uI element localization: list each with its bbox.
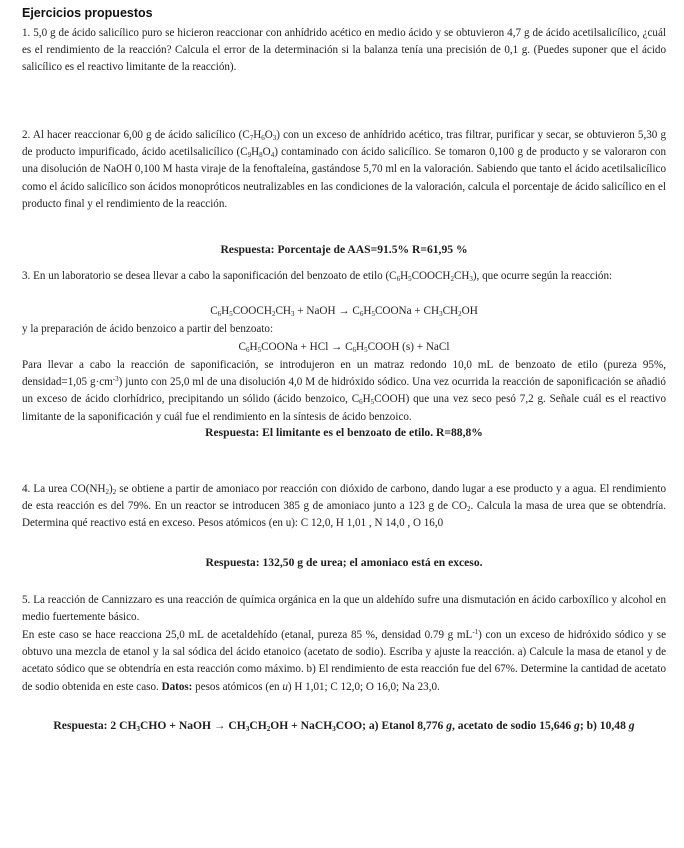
- page-title: Ejercicios propuestos: [22, 6, 153, 20]
- equation-acidification: $C_6H_5COONa$ + HCl → $C_6H_5COOH$ (s) + NaCl: [238, 341, 450, 354]
- exercise-5-answer: Respuesta: 2 $CH_3CHO$ + NaOH → $CH_3CH_2OH$ + NaCH$_3$COO; a) Etanol 8,776 g, acetato de sodio 15,646 g; b) 10,48 g: [53, 719, 635, 733]
- exercise-3-transition: y la preparación de ácido benzoico a partir del benzoato:: [22, 323, 274, 335]
- exercise-5-body: En este caso se hace reacciona 25,0 mL de acetaldehído (etanal, pureza 85 %, densidad 0.79 g $mL^{-1}$) con un exceso de hidróxido sódico y se obtuvo una mezcla de etanol y la sal sódica del ácido etanoico (acetato de sodio). Escriba y ajuste la reacción. a) Calcule la masa de etanol y de acetato sódico que se obtendría en esta reacción como máximo. b) El rendimiento de esta reacción fue del 67%. Determine la cantidad de acetato de sodio obtenida en este caso. Datos: pesos atómicos (en u) H 1,01; C 12,0; O 16,0; Na 23,0.: [22, 628, 666, 693]
- exercise-2: 2. Al hacer reaccionar 6,00 g de ácido salicílico $(C_7H_6O_3)$ con un exceso de anhídrido acético, tras filtrar, purificar y secar, se obtuvieron 5,30 g de producto impurificado, ácido acetilsalicílico $(C_9H_8O_4)$ contaminado con ácido salicílico. Se tomaron 0,100 g de producto y se valoraron con una disolución de NaOH 0,100 M hasta viraje de la fenoftaleína, gastándose 5,70 ml en la valoración. Sabiendo que tanto el ácido acetilsalicílico como el ácido salicílico son ácidos monopróticos neutralizables en las condiciones de la valoración, calcula el porcentaje de ácido salicílico en el producto final y el rendimiento de la reacción.: [22, 129, 666, 210]
- exercise-4-answer: Respuesta: 132,50 g de urea; el amoniaco está en exceso.: [205, 556, 483, 569]
- exercise-4: 4. La urea $CO(NH_2)_2$ se obtiene a partir de amoniaco por reacción con dióxido de carbono, dando lugar a ese producto y a agua. El rendimiento de esta reacción es del 79%. En un reactor se introducen 385 g de amoniaco junto a 123 g de $CO_2$. Calcula la masa de urea que se obtendría. Determina qué reactivo está en exceso. Pesos atómicos (en u): C 12,0, H 1,01 , N 14,0 , O 16,0: [22, 483, 666, 530]
- exercise-3-body: Para llevar a cabo la reacción de saponificación, se introdujeron en un matraz redondo 10,0 mL de benzoato de etilo (pureza 95%, densidad=1,05 $g\cdot cm^{-3}$) junto con 25,0 ml de una disolución 4,0 M de hidróxido sódico. Una vez ocurrida la reacción de saponificación se añadió un exceso de ácido clorhídrico, precipitando un sólido (ácido benzoico, $C_6H_5COOH$) que una vez seco pesó 7,2 g. Señale cuál es el reactivo limitante de la saponificación y cuál fue el rendimiento en la síntesis de ácido benzoico.: [22, 359, 666, 423]
- equation-saponification: $C_6H_5COOCH_2CH_3$ + NaOH → $C_6H_5COONa + CH_3CH_2OH$: [210, 305, 478, 318]
- exercise-3-intro: 3. En un laboratorio se desea llevar a cabo la saponificación del benzoato de etilo $(C_6H_5COOCH_2CH_3)$, que ocurre según la reacción:: [22, 270, 613, 283]
- exercise-3-answer: Respuesta: El limitante es el benzoato de etilo. R=88,8%: [205, 426, 483, 439]
- exercise-5-intro: 5. La reacción de Cannizzaro es una reacción de química orgánica en la que un aldehído sufre una dismutación en ácido carboxílico y alcohol en medio fuertemente básico.: [22, 594, 666, 624]
- exercise-2-answer: Respuesta: Porcentaje de AAS=91.5% R=61,95 %: [220, 243, 468, 256]
- exercise-1: 1. 5,0 g de ácido salicílico puro se hicieron reaccionar con anhídrido acético en medio ácido y se obtuvieron 4,7 g de ácido acetilsalicílico, ¿cuál es el rendimiento de la reacción? Calcula el error de la determinación si la balanza tenía una precisión de 0,1 g. (Puedes suponer que el ácido salicílico es el reactivo limitante de la reacción).: [22, 27, 666, 74]
